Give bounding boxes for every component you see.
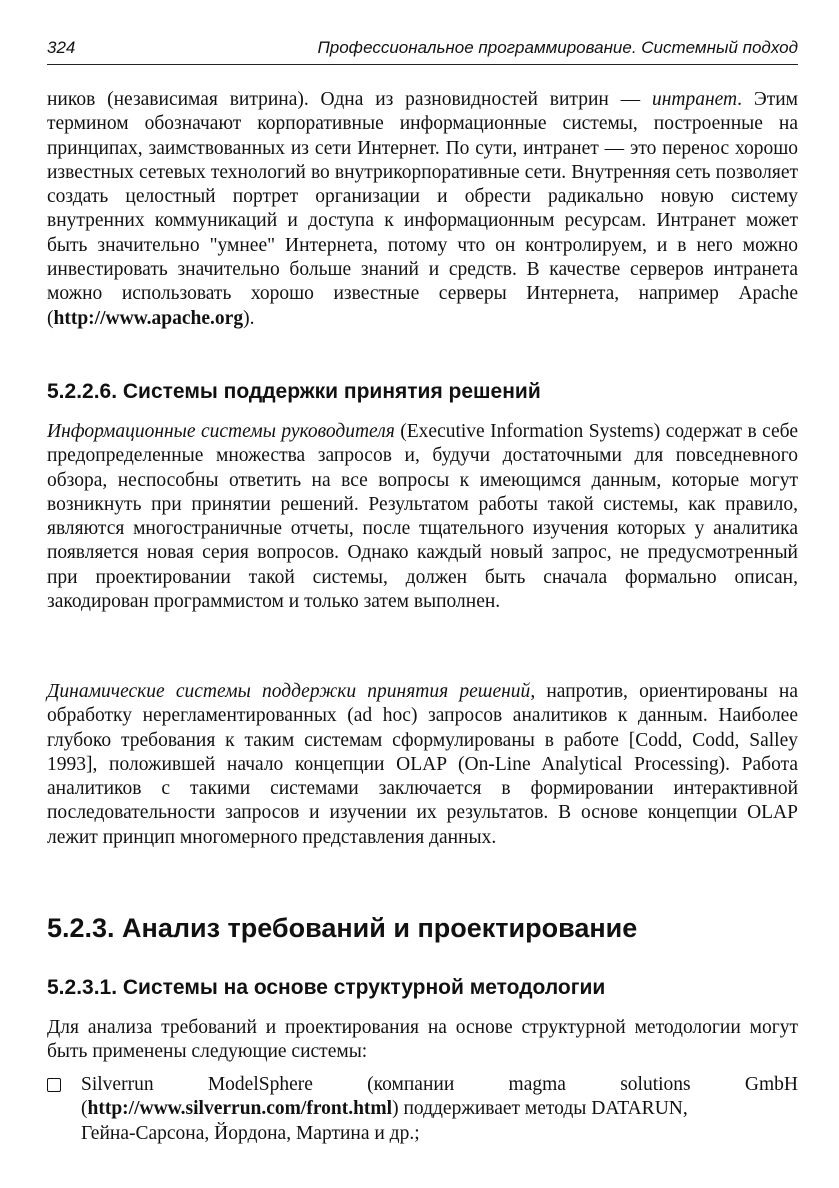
page-header	[47, 36, 798, 65]
term-eis: Информационные системы руководителя	[47, 421, 395, 442]
term-intranet: интранет	[651, 89, 738, 110]
paragraph-intranet: ников (независимая витрина). Одна из разновидностей витрин — интранет. Этим термином обозначают корпоративные информационные системы, построенные на принципах, заимствованных из сети Интернет. По сути, интранет — это перенос хорошо известных сетевых технологий во внутрикорпоративные сети. Внутренняя сеть позволяет создать целостный портрет организации и обрести радикально новую систему внутренних коммуникаций и доступа к информационным ресурсам. Интранет может быть значительно "умнее" Интернета, потому что он контролируем, и в него можно инвестировать значительно больше знаний и средств. В качестве серверов интранета можно использовать хорошо известные серверы Интернета, например Apache (http://www.apache.org).	[47, 89, 799, 329]
paragraph-structural-systems: Для анализа требований и проектирования на основе структурной методологии могут быть применены следующие системы:	[47, 1017, 798, 1063]
paragraph-eis: Информационные системы руководителя (Executive Information Systems) содержат в себе предопределенные множества запросов и, будучи достаточными для повседневного обзора, неспособны ответить на все вопросы к имеющимся данным, которые могут возникнуть при принятии решений. Результатом работы такой системы, как правило, являются многостраничные отчеты, после тщательного изучения которых у аналитика появляется новая серия вопросов. Однако каждый новый запрос, не предусмотренный при проектировании такой системы, должен быть сначала формально описан, закодирован программистом и только затем выполнен.	[47, 421, 798, 613]
paragraph-dss: Динамические системы поддержки принятия решений, напротив, ориентированы на обработку нерегламентированных (ad hoc) запросов аналитиков к данным. Наиболее глубоко требования к таким системам сформулированы в работе [Codd, Codd, Salley 1993], положившей начало концепции OLAP (On-Line Analytical Processing). Работа аналитиков с такими системами заключается в формировании интерактивной последовательности запросов и изучении их результатов. В основе концепции OLAP лежит принцип многомерного представления данных.	[47, 681, 798, 848]
running-title: Профессиональное программирование. Системный подход	[317, 38, 798, 57]
term-dss: Динамические системы поддержки принятия решений	[47, 681, 531, 702]
section-heading-5-2-3-1: 5.2.3.1. Системы на основе структурной методологии	[47, 976, 606, 999]
link-apache[interactable]: http://www.apache.org	[53, 307, 244, 329]
checkbox-bullet-icon	[47, 1078, 61, 1092]
section-heading-5-2-3: 5.2.3. Анализ требований и проектирование	[47, 913, 638, 943]
list-item-text: Silverrun ModelSphere (компании magma solutions GmbH (http://www.silverrun.com/front.html) поддерживает методы DATARUN, Гейна-Сарсона, Йордона, Мартина и др.;	[81, 1074, 798, 1144]
section-heading-5-2-2-6: 5.2.2.6. Системы поддержки принятия решений	[47, 380, 541, 403]
page-number: 324	[47, 38, 76, 57]
link-silverrun[interactable]: http://www.silverrun.com/front.html	[87, 1098, 393, 1120]
